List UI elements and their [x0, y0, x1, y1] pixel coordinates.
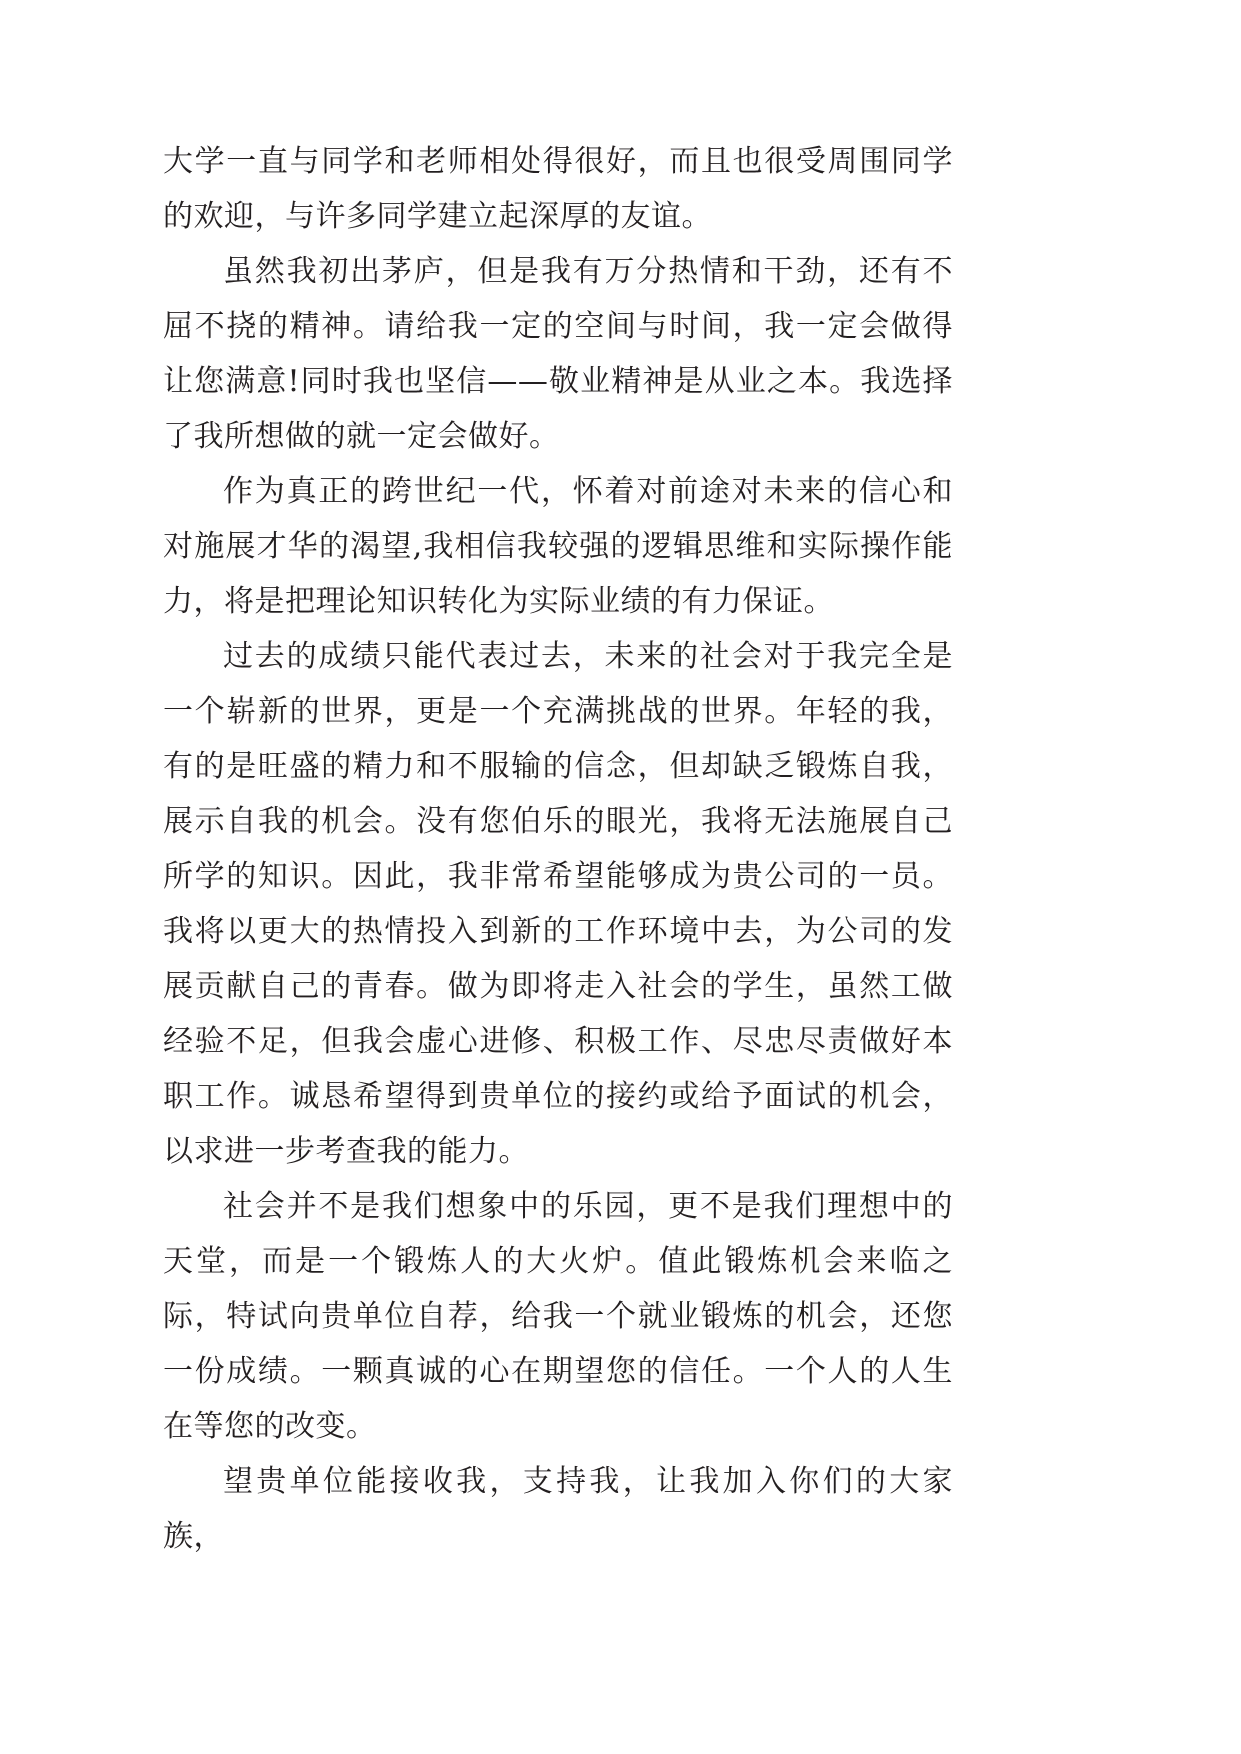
paragraph-4: 过去的成绩只能代表过去，未来的社会对于我完全是一个崭新的世界，更是一个充满挑战的世界。年轻的我，有的是旺盛的精力和不服输的信念，但却缺乏锻炼自我，展示自我的机会。没有您伯乐的眼光，我将无法施展自己所学的知识。因此，我非常希望能够成为贵公司的一员。我将以更大的热情投入到新的工作环境中去，为公司的发展贡献自己的青春。做为即将走入社会的学生，虽然工做经验不足，但我会虚心进修、积极工作、尽忠尽责做好本职工作。诚恳希望得到贵单位的接约或给予面试的机会，以求进一步考查我的能力。: [163, 639, 953, 1169]
document-body: [163, 134, 953, 1564]
paragraph-5: 社会并不是我们想象中的乐园，更不是我们理想中的天堂，而是一个锻炼人的大火炉。值此锻炼机会来临之际，特试向贵单位自荐，给我一个就业锻炼的机会，还您一份成绩。一颗真诚的心在期望您的信任。一个人的人生在等您的改变。: [163, 1189, 953, 1444]
paragraph-3: 作为真正的跨世纪一代，怀着对前途对未来的信心和对施展才华的渴望,我相信我较强的逻辑思维和实际操作能力，将是把理论知识转化为实际业绩的有力保证。: [163, 474, 953, 619]
paragraph-6: 望贵单位能接收我，支持我，让我加入你们的大家族，: [163, 1464, 953, 1554]
paragraph-2: 虽然我初出茅庐，但是我有万分热情和干劲，还有不屈不挠的精神。请给我一定的空间与时间，我一定会做得让您满意!同时我也坚信——敬业精神是从业之本。我选择了我所想做的就一定会做好。: [163, 254, 953, 454]
paragraph-1: 大学一直与同学和老师相处得很好，而且也很受周围同学的欢迎，与许多同学建立起深厚的友谊。: [163, 144, 953, 234]
